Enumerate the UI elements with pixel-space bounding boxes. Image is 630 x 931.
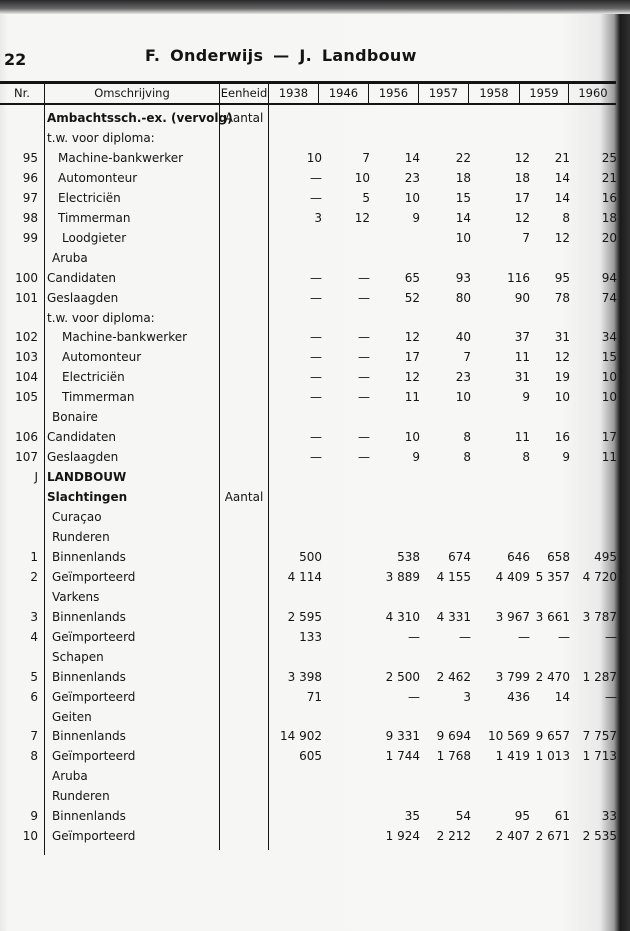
cell-value-1959: 21 bbox=[554, 150, 570, 165]
row-label: Machine-bankwerker bbox=[62, 330, 188, 345]
cell-value-1960: 21 bbox=[601, 170, 617, 185]
cell-value-1959: 31 bbox=[554, 330, 570, 345]
row-label: Automonteur bbox=[58, 170, 138, 185]
cell-value-1946: 10 bbox=[354, 170, 370, 185]
cell-value-1960: 10 bbox=[601, 370, 617, 385]
row-label: Slachtingen bbox=[47, 490, 128, 505]
cell-value-1959: 5 357 bbox=[535, 569, 570, 584]
cell-value-1938: 2 595 bbox=[287, 609, 322, 624]
cell-value-1938: — bbox=[310, 330, 322, 345]
cell-value-1956: 9 bbox=[412, 450, 420, 465]
table-row bbox=[0, 806, 630, 826]
cell-value-1960: — bbox=[605, 689, 617, 704]
cell-value-1956: 35 bbox=[404, 809, 420, 824]
table-row bbox=[0, 108, 630, 128]
row-label: Binnenlands bbox=[52, 669, 126, 684]
row-label: Aruba bbox=[52, 250, 88, 265]
cell-value-1957: 54 bbox=[455, 809, 471, 824]
row-label: Geslaagden bbox=[47, 450, 119, 465]
row-number: 7 bbox=[30, 729, 38, 744]
cell-value-1960: 25 bbox=[601, 150, 617, 165]
cell-value-1958: 116 bbox=[507, 270, 530, 285]
cell-value-1957: 93 bbox=[455, 270, 471, 285]
cell-value-1957: 4 155 bbox=[436, 569, 471, 584]
cell-value-1957: 7 bbox=[463, 350, 471, 365]
table-row bbox=[0, 268, 630, 288]
row-number: 103 bbox=[15, 350, 38, 365]
cell-value-1958: 7 bbox=[522, 230, 530, 245]
cell-value-1957: 674 bbox=[448, 549, 471, 564]
cell-value-1957: 9 694 bbox=[436, 729, 471, 744]
cell-value-1957: 23 bbox=[455, 370, 471, 385]
cell-value-1956: 1 744 bbox=[385, 749, 420, 764]
cell-value-1959: 658 bbox=[547, 549, 570, 564]
cell-value-1959: 14 bbox=[554, 190, 570, 205]
header-nr: Nr. bbox=[14, 86, 30, 100]
cell-value-1956: 12 bbox=[404, 370, 420, 385]
cell-value-1960: 7 757 bbox=[582, 729, 617, 744]
cell-value-1958: 3 799 bbox=[495, 669, 530, 684]
cell-value-1946: 12 bbox=[354, 210, 370, 225]
cell-value-1938: — bbox=[310, 270, 322, 285]
cell-value-1956: 10 bbox=[404, 430, 420, 445]
row-label: Ambachtssch.-ex. (vervolg) bbox=[47, 111, 233, 125]
cell-value-1956: 1 924 bbox=[385, 829, 420, 844]
cell-value-1959: 61 bbox=[554, 809, 570, 824]
cell-value-1959: 1 013 bbox=[535, 749, 570, 764]
row-label: Runderen bbox=[52, 789, 110, 804]
header-year-1959: 1959 bbox=[529, 86, 559, 100]
cell-value-1938: — bbox=[310, 190, 322, 205]
cell-value-1946: 7 bbox=[362, 150, 370, 165]
row-label: Binnenlands bbox=[52, 729, 126, 744]
row-number: 5 bbox=[30, 669, 38, 684]
row-label: Automonteur bbox=[62, 350, 142, 365]
row-label: Timmerman bbox=[58, 210, 131, 225]
cell-value-1959: 95 bbox=[554, 270, 570, 285]
cell-value-1958: 1 419 bbox=[495, 749, 530, 764]
cell-value-1938: — bbox=[310, 390, 322, 405]
cell-value-1960: 10 bbox=[601, 390, 617, 405]
row-number: 8 bbox=[30, 749, 38, 764]
row-label: Geïmporteerd bbox=[52, 749, 136, 764]
cell-value-1960: 3 787 bbox=[582, 609, 617, 624]
cell-value-1958: 10 569 bbox=[488, 729, 530, 744]
cell-value-1958: 37 bbox=[514, 330, 530, 345]
row-label: Geslaagden bbox=[47, 290, 119, 305]
row-unit: Aantal bbox=[224, 490, 264, 505]
cell-value-1957: 2 462 bbox=[436, 669, 471, 684]
header-description: Omschrijving bbox=[94, 86, 170, 100]
row-label: Aruba bbox=[52, 769, 88, 784]
cell-value-1957: 18 bbox=[455, 170, 471, 185]
cell-value-1959: 14 bbox=[554, 170, 570, 185]
cell-value-1957: 10 bbox=[455, 230, 471, 245]
table-row bbox=[0, 168, 630, 188]
table-row bbox=[0, 587, 630, 607]
table-row bbox=[0, 647, 630, 667]
table-row bbox=[0, 627, 630, 647]
header-unit: Eenheid bbox=[220, 86, 268, 100]
cell-value-1960: 11 bbox=[601, 450, 617, 465]
cell-value-1946: — bbox=[358, 290, 370, 305]
row-number: 95 bbox=[22, 150, 38, 165]
table-row bbox=[0, 667, 630, 687]
row-number: 98 bbox=[22, 210, 38, 225]
row-number: 2 bbox=[30, 569, 38, 584]
cell-value-1956: 23 bbox=[404, 170, 420, 185]
header-year-1958: 1958 bbox=[479, 86, 509, 100]
header-year-1956: 1956 bbox=[378, 86, 409, 100]
table-row bbox=[0, 507, 630, 527]
row-number: 3 bbox=[30, 609, 38, 624]
cell-value-1959: 2 470 bbox=[535, 669, 570, 684]
cell-value-1960: 4 720 bbox=[582, 569, 617, 584]
cell-value-1958: 11 bbox=[514, 430, 530, 445]
row-label: Candidaten bbox=[47, 430, 116, 445]
cell-value-1938: — bbox=[310, 370, 322, 385]
table-row bbox=[0, 288, 630, 308]
table-row bbox=[0, 687, 630, 707]
cell-value-1957: 2 212 bbox=[436, 829, 471, 844]
table-row bbox=[0, 128, 630, 148]
cell-value-1960: 34 bbox=[601, 330, 617, 345]
row-label: Varkens bbox=[52, 589, 100, 604]
cell-value-1938: 14 902 bbox=[280, 729, 322, 744]
cell-value-1938: 71 bbox=[306, 689, 322, 704]
table-row bbox=[0, 407, 630, 427]
row-label: Timmerman bbox=[62, 390, 135, 405]
row-label: Binnenlands bbox=[52, 549, 126, 564]
cell-value-1938: 500 bbox=[299, 549, 322, 564]
row-number: 104 bbox=[15, 370, 38, 385]
cell-value-1957: 14 bbox=[455, 210, 471, 225]
row-label: Loodgieter bbox=[62, 230, 127, 245]
row-label: Candidaten bbox=[47, 270, 116, 285]
cell-value-1946: — bbox=[358, 390, 370, 405]
header-year-1946: 1946 bbox=[328, 86, 359, 100]
cell-value-1956: 11 bbox=[404, 390, 420, 405]
table-row bbox=[0, 527, 630, 547]
row-number: 6 bbox=[30, 689, 38, 704]
table-row bbox=[0, 427, 630, 447]
row-label: Electriciën bbox=[58, 190, 121, 205]
header-year-1957: 1957 bbox=[428, 86, 459, 100]
table-row bbox=[0, 826, 630, 846]
cell-value-1958: 31 bbox=[514, 370, 530, 385]
cell-value-1958: 90 bbox=[514, 290, 530, 305]
cell-value-1956: 2 500 bbox=[385, 669, 420, 684]
table-row bbox=[0, 467, 630, 487]
row-label: Runderen bbox=[52, 529, 110, 544]
cell-value-1958: 17 bbox=[514, 190, 530, 205]
row-number: 107 bbox=[15, 450, 38, 465]
cell-value-1957: 10 bbox=[455, 390, 471, 405]
table-row bbox=[0, 607, 630, 627]
cell-value-1959: 9 bbox=[562, 450, 570, 465]
cell-value-1958: 95 bbox=[514, 809, 530, 824]
cell-value-1938: 133 bbox=[299, 629, 322, 644]
row-number: 101 bbox=[15, 290, 38, 305]
cell-value-1958: 9 bbox=[522, 390, 530, 405]
row-number: 96 bbox=[22, 170, 38, 185]
cell-value-1958: 11 bbox=[514, 350, 530, 365]
row-label: Curaçao bbox=[52, 510, 102, 524]
table-row bbox=[0, 547, 630, 567]
cell-value-1956: 538 bbox=[397, 549, 420, 564]
cell-value-1958: 4 409 bbox=[495, 569, 530, 584]
cell-value-1956: 12 bbox=[404, 330, 420, 345]
cell-value-1957: 1 768 bbox=[436, 749, 471, 764]
table-row bbox=[0, 148, 630, 168]
table-row bbox=[0, 726, 630, 746]
cell-value-1960: 1 287 bbox=[582, 669, 617, 684]
row-number: 9 bbox=[30, 809, 38, 824]
cell-value-1957: 8 bbox=[463, 450, 471, 465]
header-year-1938: 1938 bbox=[278, 86, 309, 100]
table-row bbox=[0, 208, 630, 228]
cell-value-1957: — bbox=[459, 629, 471, 644]
scan-edge bbox=[0, 0, 630, 14]
table-row bbox=[0, 387, 630, 407]
cell-value-1957: 80 bbox=[455, 290, 471, 305]
cell-value-1958: 436 bbox=[507, 689, 530, 704]
cell-value-1958: 3 967 bbox=[495, 609, 530, 624]
cell-value-1960: 33 bbox=[601, 809, 617, 824]
row-number: J bbox=[34, 470, 38, 485]
cell-value-1960: 20 bbox=[601, 230, 617, 245]
row-label: t.w. voor diploma: bbox=[47, 310, 155, 325]
row-label: Machine-bankwerker bbox=[58, 150, 184, 165]
table-row bbox=[0, 228, 630, 248]
cell-value-1956: 4 310 bbox=[385, 609, 420, 624]
cell-value-1960: 15 bbox=[601, 350, 617, 365]
row-label: Geïmporteerd bbox=[52, 569, 136, 584]
table-row bbox=[0, 746, 630, 766]
cell-value-1960: 18 bbox=[601, 210, 617, 225]
cell-value-1956: 17 bbox=[404, 350, 420, 365]
cell-value-1938: — bbox=[310, 290, 322, 305]
cell-value-1946: — bbox=[358, 270, 370, 285]
row-unit: Aantal bbox=[224, 111, 264, 125]
cell-value-1959: 8 bbox=[562, 210, 570, 225]
cell-value-1959: 16 bbox=[554, 430, 570, 445]
row-label: LANDBOUW bbox=[47, 470, 127, 485]
cell-value-1946: — bbox=[358, 370, 370, 385]
cell-value-1958: 8 bbox=[522, 450, 530, 465]
row-label: Binnenlands bbox=[52, 809, 126, 824]
row-label: Geïmporteerd bbox=[52, 689, 136, 704]
table-row bbox=[0, 786, 630, 806]
header-year-1960: 1960 bbox=[578, 86, 608, 100]
cell-value-1957: 40 bbox=[455, 330, 471, 345]
cell-value-1959: 12 bbox=[554, 230, 570, 245]
row-number: 102 bbox=[15, 330, 38, 345]
table-row bbox=[0, 447, 630, 467]
cell-value-1959: 78 bbox=[554, 290, 570, 305]
cell-value-1956: 10 bbox=[404, 190, 420, 205]
row-label: Geiten bbox=[52, 709, 92, 724]
cell-value-1956: 52 bbox=[404, 290, 420, 305]
cell-value-1956: 9 331 bbox=[385, 729, 420, 744]
cell-value-1956: 3 889 bbox=[385, 569, 420, 584]
cell-value-1957: 22 bbox=[455, 150, 471, 165]
cell-value-1938: 3 bbox=[314, 210, 322, 225]
table-row bbox=[0, 347, 630, 367]
cell-value-1946: — bbox=[358, 450, 370, 465]
table-row bbox=[0, 766, 630, 786]
cell-value-1946: — bbox=[358, 430, 370, 445]
cell-value-1956: 14 bbox=[404, 150, 420, 165]
cell-value-1960: 1 713 bbox=[582, 749, 617, 764]
cell-value-1938: 10 bbox=[306, 150, 322, 165]
cell-value-1956: 9 bbox=[412, 210, 420, 225]
cell-value-1959: 10 bbox=[554, 390, 570, 405]
row-label: Bonaire bbox=[52, 410, 98, 425]
cell-value-1959: 2 671 bbox=[535, 829, 570, 844]
cell-value-1960: 94 bbox=[601, 270, 617, 285]
row-number: 1 bbox=[30, 549, 38, 564]
table-row bbox=[0, 487, 630, 507]
row-number: 105 bbox=[15, 390, 38, 405]
page-number: 22 bbox=[4, 50, 27, 69]
cell-value-1957: 8 bbox=[463, 430, 471, 445]
cell-value-1946: — bbox=[358, 350, 370, 365]
row-number: 4 bbox=[30, 629, 38, 644]
row-number: 106 bbox=[15, 430, 38, 445]
cell-value-1957: 3 bbox=[463, 689, 471, 704]
cell-value-1938: 3 398 bbox=[287, 669, 322, 684]
cell-value-1956: — bbox=[408, 689, 420, 704]
cell-value-1960: — bbox=[605, 629, 617, 644]
cell-value-1957: 15 bbox=[455, 190, 471, 205]
row-label: Geïmporteerd bbox=[52, 829, 136, 844]
cell-value-1957: 4 331 bbox=[436, 609, 471, 624]
page-title: F. Onderwijs — J. Landbouw bbox=[145, 46, 417, 65]
row-label: t.w. voor diploma: bbox=[47, 130, 155, 145]
cell-value-1958: 18 bbox=[514, 170, 530, 185]
table-row bbox=[0, 248, 630, 268]
cell-value-1960: 17 bbox=[601, 430, 617, 445]
cell-value-1959: 19 bbox=[554, 370, 570, 385]
cell-value-1938: — bbox=[310, 170, 322, 185]
row-number: 99 bbox=[22, 230, 38, 245]
row-label: Binnenlands bbox=[52, 609, 126, 624]
cell-value-1959: 9 657 bbox=[535, 729, 570, 744]
row-label: Schapen bbox=[52, 649, 104, 664]
cell-value-1938: — bbox=[310, 350, 322, 365]
cell-value-1956: — bbox=[408, 629, 420, 644]
cell-value-1959: 12 bbox=[554, 350, 570, 365]
cell-value-1960: 16 bbox=[601, 190, 617, 205]
cell-value-1938: — bbox=[310, 450, 322, 465]
cell-value-1958: 12 bbox=[514, 150, 530, 165]
cell-value-1960: 495 bbox=[594, 549, 617, 564]
table-row bbox=[0, 707, 630, 727]
row-number: 97 bbox=[22, 190, 38, 205]
cell-value-1946: — bbox=[358, 330, 370, 345]
table-row bbox=[0, 327, 630, 347]
cell-value-1959: 3 661 bbox=[535, 609, 570, 624]
table-row bbox=[0, 188, 630, 208]
header-bottom-rule bbox=[0, 103, 616, 105]
cell-value-1958: 12 bbox=[514, 210, 530, 225]
cell-value-1958: — bbox=[518, 629, 530, 644]
table-row bbox=[0, 567, 630, 587]
cell-value-1960: 74 bbox=[601, 290, 617, 305]
row-label: Electriciën bbox=[62, 370, 125, 385]
row-number: 100 bbox=[15, 270, 38, 285]
cell-value-1958: 646 bbox=[507, 549, 530, 564]
table-row bbox=[0, 367, 630, 387]
cell-value-1938: — bbox=[310, 430, 322, 445]
cell-value-1938: 4 114 bbox=[287, 569, 322, 584]
cell-value-1958: 2 407 bbox=[495, 829, 530, 844]
cell-value-1959: — bbox=[558, 629, 570, 644]
cell-value-1946: 5 bbox=[362, 190, 370, 205]
row-number: 10 bbox=[22, 829, 38, 844]
cell-value-1938: 605 bbox=[299, 749, 322, 764]
cell-value-1959: 14 bbox=[554, 689, 570, 704]
cell-value-1956: 65 bbox=[404, 270, 420, 285]
table-row bbox=[0, 308, 630, 328]
cell-value-1960: 2 535 bbox=[582, 829, 617, 844]
row-label: Geïmporteerd bbox=[52, 629, 136, 644]
